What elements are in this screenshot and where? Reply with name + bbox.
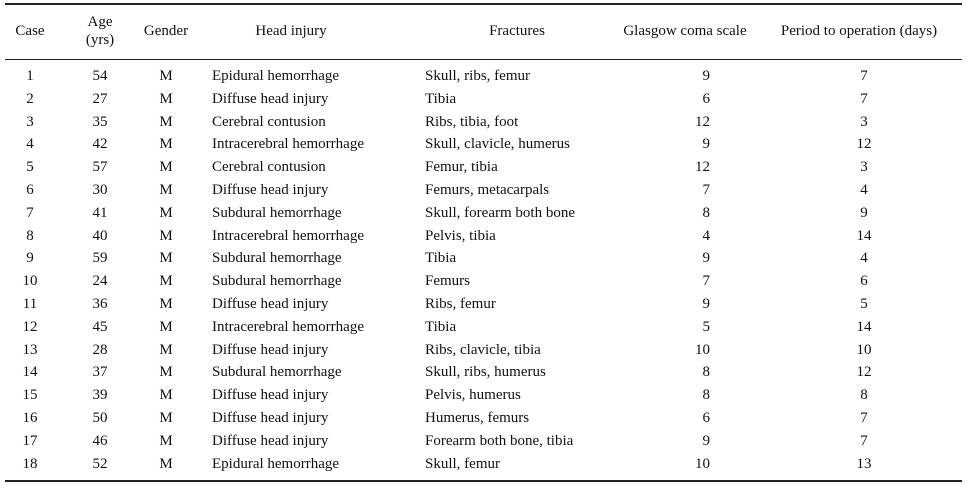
cell-gcs: 12 [695, 113, 710, 130]
cell-fractures: Tibia [425, 250, 457, 267]
header-age [78, 13, 122, 49]
cell-gcs: 6 [702, 90, 710, 107]
cell-age: 24 [92, 273, 108, 290]
cell-gcs: 10 [695, 455, 710, 472]
table-top-rule [5, 3, 962, 5]
cell-head-injury: Subdural hemorrhage [212, 204, 342, 221]
cell-case: 3 [26, 113, 34, 130]
cell-head-injury: Cerebral contusion [212, 113, 326, 130]
cell-fractures: Forearm both bone, tibia [425, 432, 574, 449]
cell-head-injury: Diffuse head injury [212, 432, 329, 449]
cell-period: 4 [860, 250, 868, 267]
cell-age: 37 [92, 364, 108, 381]
cell-gcs: 9 [702, 250, 710, 267]
cell-age: 50 [92, 409, 108, 426]
cell-fractures: Femurs, metacarpals [425, 181, 550, 198]
table-row [0, 453, 967, 476]
cell-gender: M [159, 90, 173, 107]
cell-fractures: Skull, femur [425, 455, 500, 472]
cell-case: 11 [22, 295, 38, 312]
cell-head-injury: Epidural hemorrhage [212, 68, 340, 84]
table-header-rule [5, 59, 962, 60]
cell-gcs: 10 [695, 341, 710, 358]
table-row [0, 156, 967, 179]
cell-fractures: Skull, ribs, femur [425, 68, 530, 84]
cell-age: 59 [92, 250, 108, 267]
header-gender: Gender [143, 23, 189, 39]
cell-age: 57 [92, 159, 108, 176]
cell-gcs: 9 [702, 136, 710, 153]
cell-age: 39 [92, 387, 108, 404]
cell-gcs: 7 [702, 181, 710, 198]
table-row [0, 361, 967, 384]
cell-gender: M [159, 387, 173, 404]
table-row [0, 407, 967, 430]
header-age-line1: Age [87, 14, 113, 30]
cell-case: 13 [22, 341, 38, 358]
cell-period: 7 [860, 432, 868, 449]
cell-gcs: 8 [702, 387, 710, 404]
table-row [0, 316, 967, 339]
cell-age: 30 [92, 181, 108, 198]
cell-gender: M [159, 455, 173, 472]
cell-fractures: Pelvis, tibia [425, 227, 496, 244]
cell-gender: M [159, 250, 173, 267]
cell-period: 5 [860, 295, 868, 312]
cell-head-injury: Intracerebral hemorrhage [212, 136, 364, 153]
cell-head-injury: Diffuse head injury [212, 387, 329, 404]
cell-period: 9 [860, 204, 868, 221]
header-head-injury: Head injury [255, 23, 327, 39]
cell-head-injury: Intracerebral hemorrhage [212, 227, 364, 244]
cell-case: 15 [22, 387, 38, 404]
cell-gender: M [159, 318, 173, 335]
cell-gender: M [159, 204, 173, 221]
cell-fractures: Tibia [425, 90, 457, 107]
cell-age: 27 [92, 90, 108, 107]
cell-fractures: Ribs, tibia, foot [425, 113, 519, 130]
table-row [0, 202, 967, 225]
cell-period: 10 [856, 341, 872, 358]
cell-gender: M [159, 295, 173, 312]
table-bottom-rule [5, 480, 962, 482]
cell-gcs: 7 [702, 273, 710, 290]
cell-head-injury: Subdural hemorrhage [212, 273, 342, 290]
table-body [0, 65, 967, 475]
cell-age: 42 [92, 136, 108, 153]
cell-period: 7 [860, 409, 868, 426]
cell-period: 8 [860, 387, 868, 404]
cell-gender: M [159, 341, 173, 358]
table-row [0, 111, 967, 134]
cell-age: 54 [92, 68, 108, 84]
cell-gender: M [159, 432, 173, 449]
cell-head-injury: Diffuse head injury [212, 295, 329, 312]
cell-period: 6 [860, 273, 868, 290]
cell-head-injury: Diffuse head injury [212, 181, 329, 198]
cell-fractures: Ribs, femur [425, 295, 496, 312]
cell-head-injury: Diffuse head injury [212, 90, 329, 107]
cell-age: 45 [92, 318, 108, 335]
cell-period: 13 [856, 455, 872, 472]
cell-age: 52 [92, 455, 108, 472]
table-row [0, 384, 967, 407]
cell-gcs: 12 [695, 159, 710, 176]
cell-fractures: Ribs, clavicle, tibia [425, 341, 541, 358]
header-gcs: Glasgow coma scale [623, 23, 747, 39]
cell-period: 4 [860, 181, 868, 198]
cell-head-injury: Intracerebral hemorrhage [212, 318, 364, 335]
cell-gcs: 9 [702, 432, 710, 449]
cell-case: 5 [26, 159, 34, 176]
cell-case: 9 [26, 250, 34, 267]
cell-gcs: 5 [702, 318, 710, 335]
cell-gcs: 8 [702, 364, 710, 381]
cell-gender: M [159, 364, 173, 381]
cell-period: 12 [856, 136, 872, 153]
cell-period: 12 [856, 364, 872, 381]
header-period: Period to operation (days) [780, 23, 938, 39]
cell-fractures: Tibia [425, 318, 457, 335]
table-row [0, 339, 967, 362]
cell-fractures: Skull, forearm both bone [425, 204, 575, 221]
cell-age: 28 [92, 341, 108, 358]
table-row [0, 88, 967, 111]
cell-period: 3 [860, 159, 868, 176]
cell-case: 1 [26, 68, 34, 84]
cell-case: 12 [22, 318, 38, 335]
cell-gender: M [159, 273, 173, 290]
cell-case: 6 [26, 181, 34, 198]
cell-case: 2 [26, 90, 34, 107]
cell-age: 40 [92, 227, 108, 244]
cell-age: 41 [92, 204, 108, 221]
cell-period: 7 [860, 68, 868, 84]
cell-fractures: Humerus, femurs [425, 409, 530, 426]
cell-head-injury: Epidural hemorrhage [212, 455, 340, 472]
table-row [0, 247, 967, 270]
cell-age: 35 [92, 113, 108, 130]
cell-gcs: 9 [702, 68, 710, 84]
cell-gcs: 4 [702, 227, 710, 244]
table-row [0, 225, 967, 248]
cell-case: 18 [22, 455, 38, 472]
table-row [0, 430, 967, 453]
cell-period: 3 [860, 113, 868, 130]
header-case: Case [15, 23, 45, 39]
cell-case: 14 [22, 364, 38, 381]
table-row [0, 293, 967, 316]
cell-fractures: Femurs [425, 273, 470, 290]
cell-gender: M [159, 113, 173, 130]
cell-gender: M [159, 159, 173, 176]
header-fractures: Fractures [489, 23, 545, 39]
cell-gcs: 9 [702, 295, 710, 312]
cell-period: 14 [856, 318, 872, 335]
cell-gender: M [159, 68, 173, 84]
cell-gender: M [159, 136, 173, 153]
cell-age: 36 [92, 295, 108, 312]
cell-head-injury: Subdural hemorrhage [212, 250, 342, 267]
cell-case: 17 [22, 432, 38, 449]
cell-head-injury: Subdural hemorrhage [212, 364, 342, 381]
cell-head-injury: Diffuse head injury [212, 341, 329, 358]
cell-head-injury: Diffuse head injury [212, 409, 329, 426]
cell-case: 8 [26, 227, 34, 244]
header-age-line2: (yrs) [85, 32, 115, 48]
cell-case: 4 [26, 136, 34, 153]
cell-gender: M [159, 227, 173, 244]
cell-gender: M [159, 181, 173, 198]
cell-case: 7 [26, 204, 34, 221]
cell-case: 10 [22, 273, 38, 290]
table-row [0, 270, 967, 293]
cell-period: 7 [860, 90, 868, 107]
table-row [0, 179, 967, 202]
cell-fractures: Femur, tibia [425, 159, 498, 176]
cell-period: 14 [856, 227, 872, 244]
cell-case: 16 [22, 409, 38, 426]
cell-gcs: 6 [702, 409, 710, 426]
table-row [0, 65, 967, 88]
cell-gender: M [159, 409, 173, 426]
cell-fractures: Skull, clavicle, humerus [425, 136, 570, 153]
cell-age: 46 [92, 432, 108, 449]
cell-gcs: 8 [702, 204, 710, 221]
table-row [0, 133, 967, 156]
cell-fractures: Pelvis, humerus [425, 387, 521, 404]
cell-fractures: Skull, ribs, humerus [425, 364, 546, 381]
cell-head-injury: Cerebral contusion [212, 159, 326, 176]
